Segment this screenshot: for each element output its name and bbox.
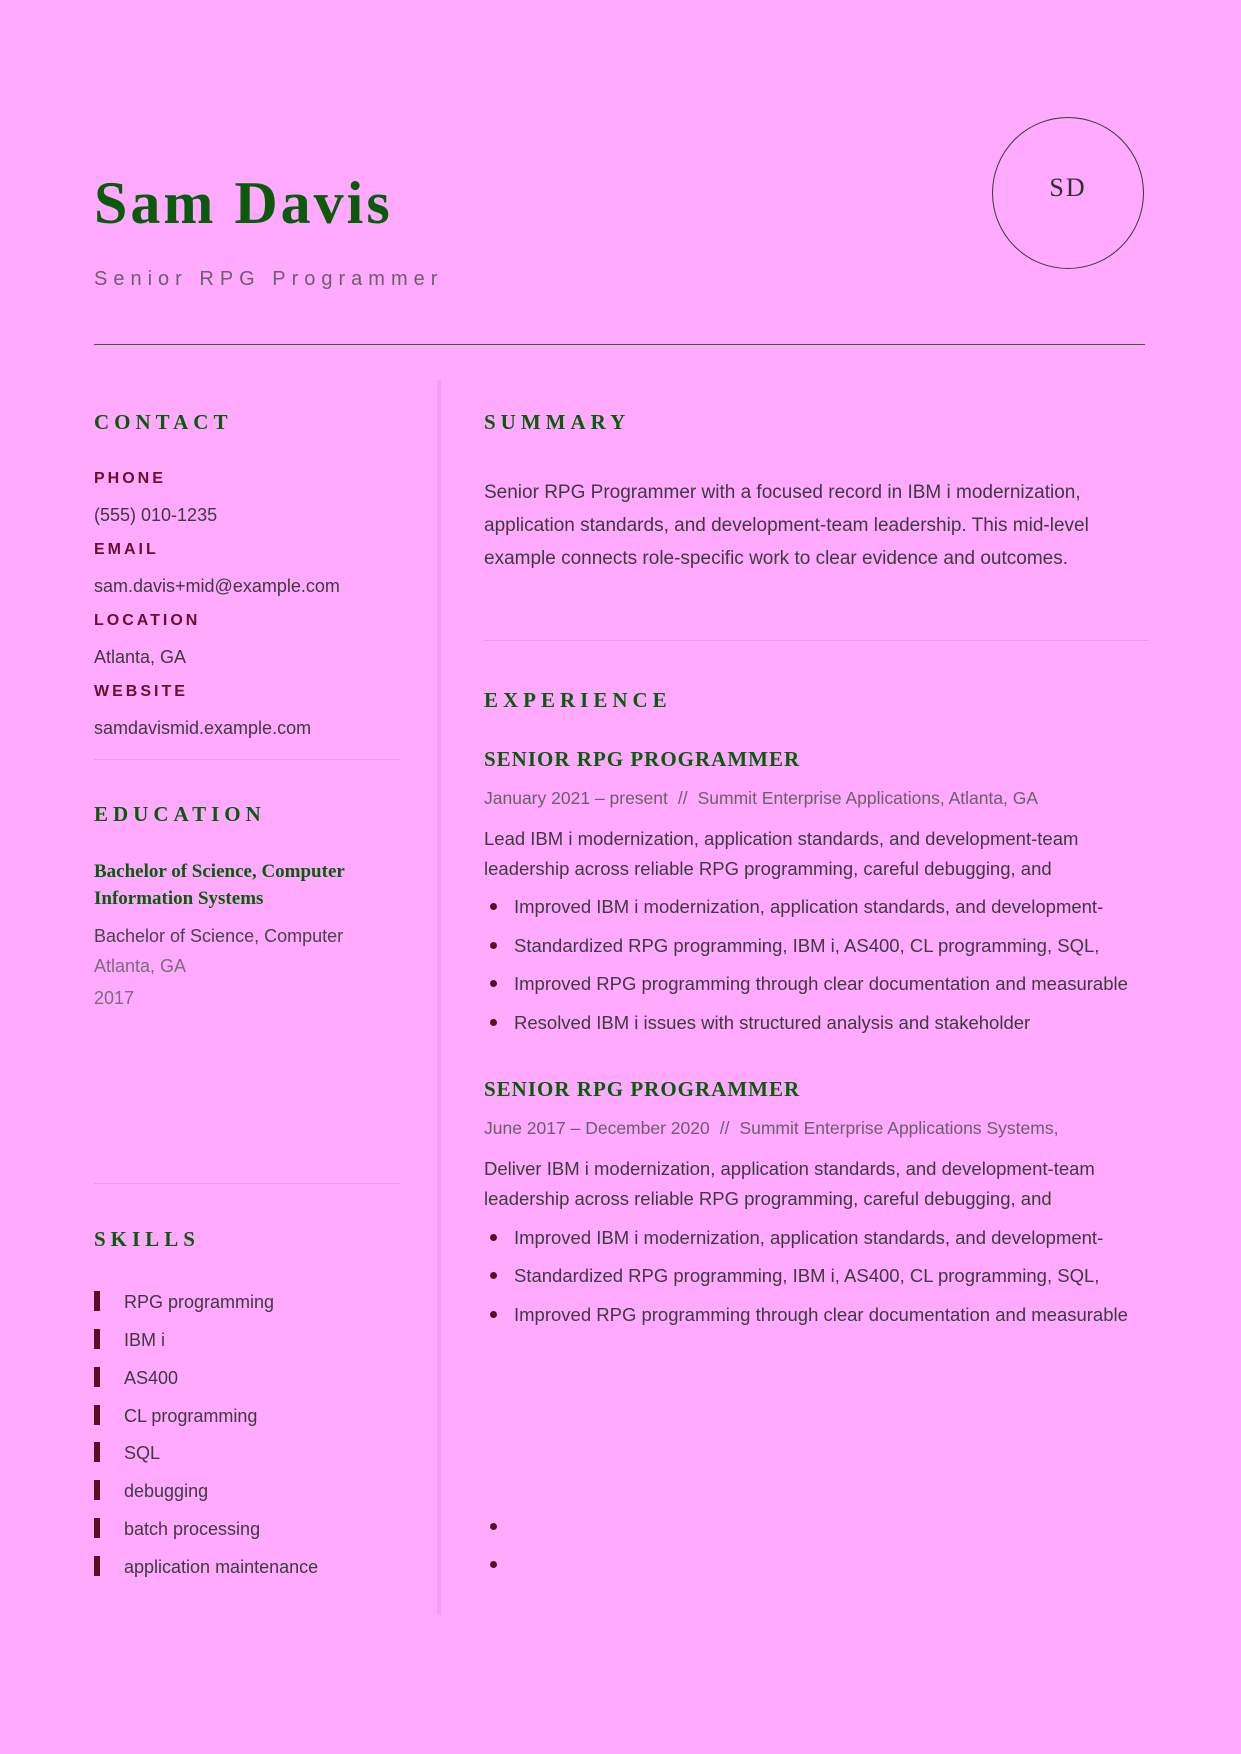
job-dates: June 2017 – December 2020 — [484, 1118, 710, 1138]
skill-marker — [94, 1367, 100, 1387]
summary-heading: SUMMARY — [484, 410, 631, 434]
skill-item — [94, 1367, 178, 1389]
bullet-dot — [490, 903, 497, 910]
job-meta — [484, 788, 1144, 812]
education-divider — [94, 1183, 400, 1184]
monogram-avatar: SD — [992, 117, 1144, 269]
candidate-role: Senior RPG Programmer — [94, 268, 444, 290]
skill-marker — [94, 1291, 100, 1311]
job-description: Deliver IBM i modernization, application standards, and development-team leadership across reliable RPG programming, careful debugging, and — [484, 1158, 1095, 1209]
education-year: 2017 — [94, 988, 135, 1008]
summary-text: Senior RPG Programmer with a focused record in IBM i modernization, application standards, and development-team leadership. This mid-level example connects role-specific work to clear evidence and outcomes. — [484, 482, 1089, 569]
contact-divider — [94, 759, 400, 760]
job-meta-separator: // — [719, 1118, 730, 1138]
job-dates: January 2021 – present — [484, 788, 668, 808]
bullet-dot — [490, 942, 497, 949]
education-location: Atlanta, GA — [94, 956, 187, 976]
skill-label: CL programming — [124, 1406, 258, 1426]
skill-label: debugging — [124, 1481, 209, 1501]
education-school: Bachelor of Science, Computer — [94, 926, 344, 946]
skill-item — [94, 1405, 257, 1427]
job-company: Summit Enterprise Applications, Atlanta, GA — [697, 788, 1039, 808]
bullet-text: Resolved IBM i issues with structured analysis and stakeholder — [514, 1012, 1031, 1033]
bullet-dot — [490, 1019, 497, 1026]
candidate-name: Sam Davis — [94, 170, 393, 236]
skill-item — [94, 1556, 318, 1578]
bullet-text: Improved RPG programming through clear documentation and measurable — [514, 1304, 1128, 1325]
job-bullet — [484, 1301, 1144, 1328]
job-bullet — [484, 1262, 1144, 1289]
bullet-dot — [490, 1311, 497, 1318]
contact-label-phone: PHONE — [94, 470, 166, 487]
job-bullet — [484, 1224, 1144, 1251]
skill-item — [94, 1442, 160, 1464]
job-title: SENIOR RPG PROGRAMMER — [484, 747, 801, 771]
contact-heading: CONTACT — [94, 410, 233, 434]
skill-marker — [94, 1405, 100, 1425]
skill-label: AS400 — [124, 1368, 179, 1388]
contact-phone: (555) 010-1235 — [94, 505, 218, 525]
skill-item — [94, 1518, 260, 1540]
skills-heading: SKILLS — [94, 1227, 200, 1251]
bullet-text: Improved RPG programming through clear documentation and measurable — [514, 973, 1128, 994]
header-divider — [94, 344, 1145, 345]
column-divider — [437, 380, 441, 1615]
job-bullet — [484, 893, 1144, 920]
summary-divider — [484, 640, 1149, 641]
contact-email: sam.davis+mid@example.com — [94, 576, 340, 596]
contact-label-website: WEBSITE — [94, 683, 188, 700]
skill-label: batch processing — [124, 1519, 261, 1539]
empty-bullet-dot — [490, 1523, 497, 1530]
bullet-text: Standardized RPG programming, IBM i, AS400, CL programming, SQL, — [514, 1265, 1100, 1286]
skill-marker — [94, 1556, 100, 1576]
bullet-dot — [490, 1272, 497, 1279]
skill-marker — [94, 1442, 100, 1462]
bullet-text: Improved IBM i modernization, application standards, and development- — [514, 896, 1104, 917]
job-company: Summit Enterprise Applications Systems, — [739, 1118, 1059, 1138]
contact-location: Atlanta, GA — [94, 647, 187, 667]
skill-marker — [94, 1518, 100, 1538]
job-meta — [484, 1118, 1144, 1142]
skill-label: RPG programming — [124, 1292, 275, 1312]
contact-label-location: LOCATION — [94, 612, 201, 629]
skill-label: application maintenance — [124, 1557, 319, 1577]
job-bullet — [484, 970, 1144, 997]
skill-item — [94, 1480, 208, 1502]
bullet-text: Standardized RPG programming, IBM i, AS400, CL programming, SQL, — [514, 935, 1100, 956]
education-heading: EDUCATION — [94, 802, 266, 826]
bullet-dot — [490, 1234, 497, 1241]
education-degree: Bachelor of Science, Computer Information Systems — [94, 861, 345, 909]
job-description: Lead IBM i modernization, application standards, and development-team leadership across reliable RPG programming, careful debugging, and — [484, 828, 1079, 879]
skill-marker — [94, 1329, 100, 1349]
contact-website: samdavismid.example.com — [94, 718, 312, 738]
empty-bullet-dot — [490, 1561, 497, 1568]
skill-label: SQL — [124, 1443, 161, 1463]
experience-heading: EXPERIENCE — [484, 688, 672, 712]
job-bullet — [484, 932, 1144, 959]
bullet-dot — [490, 980, 497, 987]
job-title: SENIOR RPG PROGRAMMER — [484, 1077, 801, 1101]
skill-marker — [94, 1480, 100, 1500]
job-bullet — [484, 1009, 1144, 1036]
contact-label-email: EMAIL — [94, 541, 159, 558]
bullet-text: Improved IBM i modernization, application standards, and development- — [514, 1227, 1104, 1248]
skill-item — [94, 1291, 274, 1313]
job-meta-separator: // — [677, 788, 688, 808]
skill-label: IBM i — [124, 1330, 166, 1350]
skill-item — [94, 1329, 165, 1351]
